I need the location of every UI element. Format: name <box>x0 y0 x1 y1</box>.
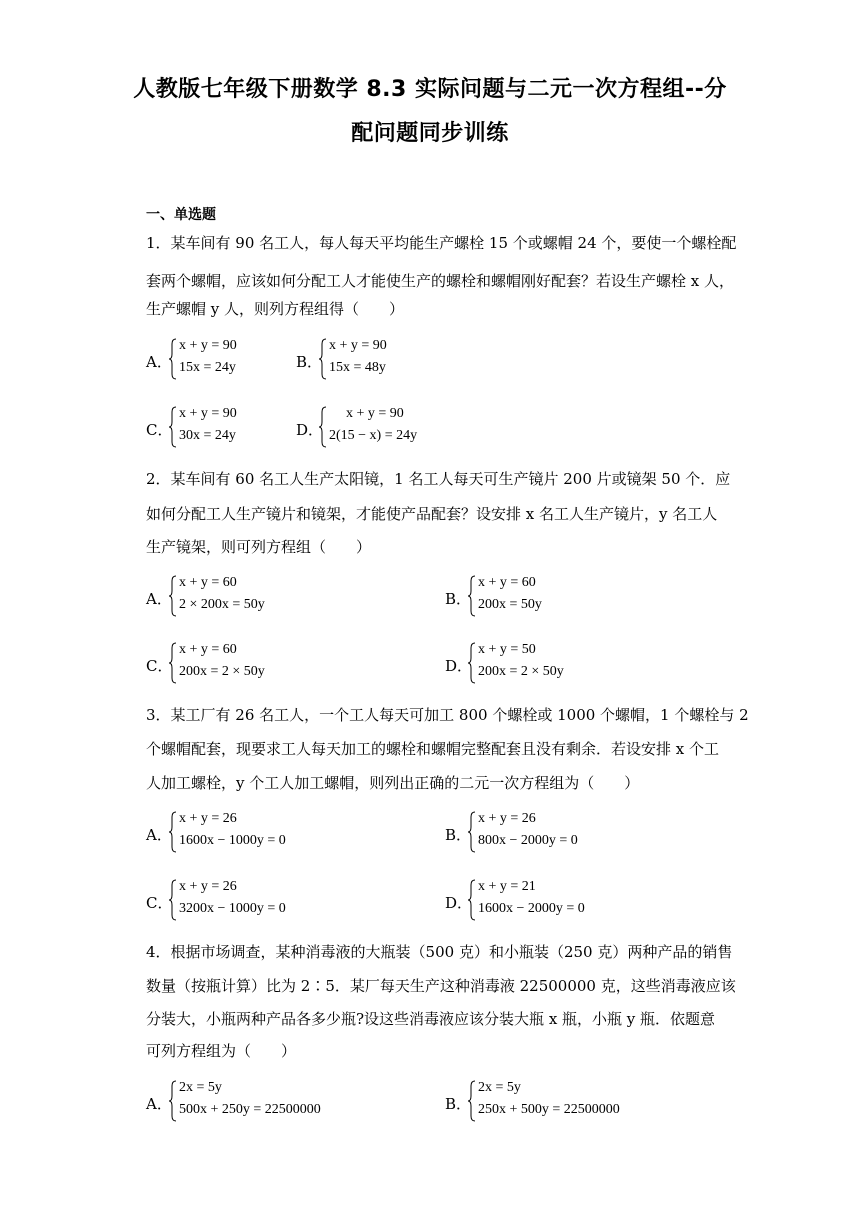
brace-icon <box>169 811 177 853</box>
option-label: B． <box>296 353 323 371</box>
question-4-line-2: 数量（按瓶计算）比为 2∶5．某厂每天生产这种消毒液 22500000 克，这些消毒液应该 <box>146 977 736 995</box>
section-heading: 一、单选题 <box>146 207 216 223</box>
equation-1: x + y = 90 <box>329 338 387 353</box>
brace-icon <box>468 575 476 617</box>
question-4-line-3: 分装大，小瓶两种产品各多少瓶?设这些消毒液应该分装大瓶 x 瓶，小瓶 y 瓶．依题意 <box>146 1010 716 1028</box>
equation-1: x + y = 60 <box>179 575 237 590</box>
brace-icon <box>169 879 177 921</box>
option-label: D． <box>445 894 473 912</box>
brace-icon <box>468 879 476 921</box>
question-2-line-1: 2．某车间有 60 名工人生产太阳镜，1 名工人每天可生产镜片 200 片或镜架 50 个．应 <box>146 470 731 488</box>
brace-icon <box>169 575 177 617</box>
option-label: A． <box>146 826 172 844</box>
equation-2: 250x + 500y = 22500000 <box>478 1102 620 1117</box>
option-label: A． <box>146 1095 172 1113</box>
equation-2: 1600x − 1000y = 0 <box>179 833 286 848</box>
equation-2: 200x = 50y <box>478 597 542 612</box>
equation-2: 2 × 200x = 50y <box>179 597 265 612</box>
question-1-line-1: 1．某车间有 90 名工人，每人每天平均能生产螺栓 15 个或螺帽 24 个，要使一个螺栓配 <box>146 234 737 252</box>
brace-icon <box>468 1080 476 1122</box>
question-3-line-2: 个螺帽配套，现要求工人每天加工的螺栓和螺帽完整配套且没有剩余．若设安排 x 个工 <box>146 740 719 758</box>
question-4-line-1: 4．根据市场调查，某种消毒液的大瓶装（500 克）和小瓶装（250 克）两种产品的销售 <box>146 943 733 961</box>
question-3-line-1: 3．某工厂有 26 名工人，一个工人每天可加工 800 个螺栓或 1000 个螺帽，1 个螺栓与 2 <box>146 706 749 724</box>
brace-icon <box>319 406 327 448</box>
brace-icon <box>319 338 327 380</box>
question-2-line-3: 生产镜架，则可列方程组（ ） <box>146 538 372 556</box>
brace-icon <box>169 406 177 448</box>
option-label: A． <box>146 353 172 371</box>
equation-1: 2x = 5y <box>478 1080 521 1095</box>
equation-2: 30x = 24y <box>179 428 236 443</box>
equation-2: 200x = 2 × 50y <box>478 664 564 679</box>
option-label: D． <box>445 657 473 675</box>
equation-1: x + y = 90 <box>179 406 237 421</box>
equation-2: 15x = 48y <box>329 360 386 375</box>
equation-2: 200x = 2 × 50y <box>179 664 265 679</box>
brace-icon <box>468 642 476 684</box>
equation-1: x + y = 90 <box>179 338 237 353</box>
document-title-line-1: 人教版七年级下册数学 8.3 实际问题与二元一次方程组--分 <box>133 77 727 102</box>
option-label: C． <box>146 894 173 912</box>
option-label: B． <box>445 590 472 608</box>
equation-1: x + y = 26 <box>179 879 237 894</box>
option-label: C． <box>146 657 173 675</box>
equation-1: x + y = 60 <box>179 642 237 657</box>
equation-2: 1600x − 2000y = 0 <box>478 901 585 916</box>
equation-1: x + y = 26 <box>478 811 536 826</box>
question-1-line-3: 生产螺帽 y 人，则列方程组得（ ） <box>146 300 405 318</box>
option-label: A． <box>146 590 172 608</box>
brace-icon <box>169 1080 177 1122</box>
question-3-line-3: 人加工螺栓，y 个工人加工螺帽，则列出正确的二元一次方程组为（ ） <box>146 774 640 792</box>
equation-1: x + y = 60 <box>478 575 536 590</box>
equation-1: x + y = 26 <box>179 811 237 826</box>
equation-2: 800x − 2000y = 0 <box>478 833 578 848</box>
option-label: C． <box>146 421 173 439</box>
brace-icon <box>468 811 476 853</box>
option-label: B． <box>445 826 472 844</box>
brace-icon <box>169 338 177 380</box>
equation-2: 500x + 250y = 22500000 <box>179 1102 321 1117</box>
equation-2: 2(15 − x) = 24y <box>329 428 418 443</box>
question-2-line-2: 如何分配工人生产镜片和镜架，才能使产品配套？设安排 x 名工人生产镜片，y 名工人 <box>146 505 718 523</box>
option-label: B． <box>445 1095 472 1113</box>
equation-1: x + y = 21 <box>478 879 536 894</box>
equation-1: 2x = 5y <box>179 1080 222 1095</box>
equation-2: 3200x − 1000y = 0 <box>179 901 286 916</box>
equation-1: x + y = 50 <box>478 642 536 657</box>
equation-2: 15x = 24y <box>179 360 236 375</box>
question-1-line-2: 套两个螺帽，应该如何分配工人才能使生产的螺栓和螺帽刚好配套？若设生产螺栓 x 人， <box>146 272 734 290</box>
brace-icon <box>169 642 177 684</box>
option-label: D． <box>296 421 324 439</box>
equation-1: x + y = 90 <box>346 406 404 421</box>
question-4-line-4: 可列方程组为（ ） <box>146 1042 297 1060</box>
document-title-line-2: 配问题同步训练 <box>351 121 509 146</box>
